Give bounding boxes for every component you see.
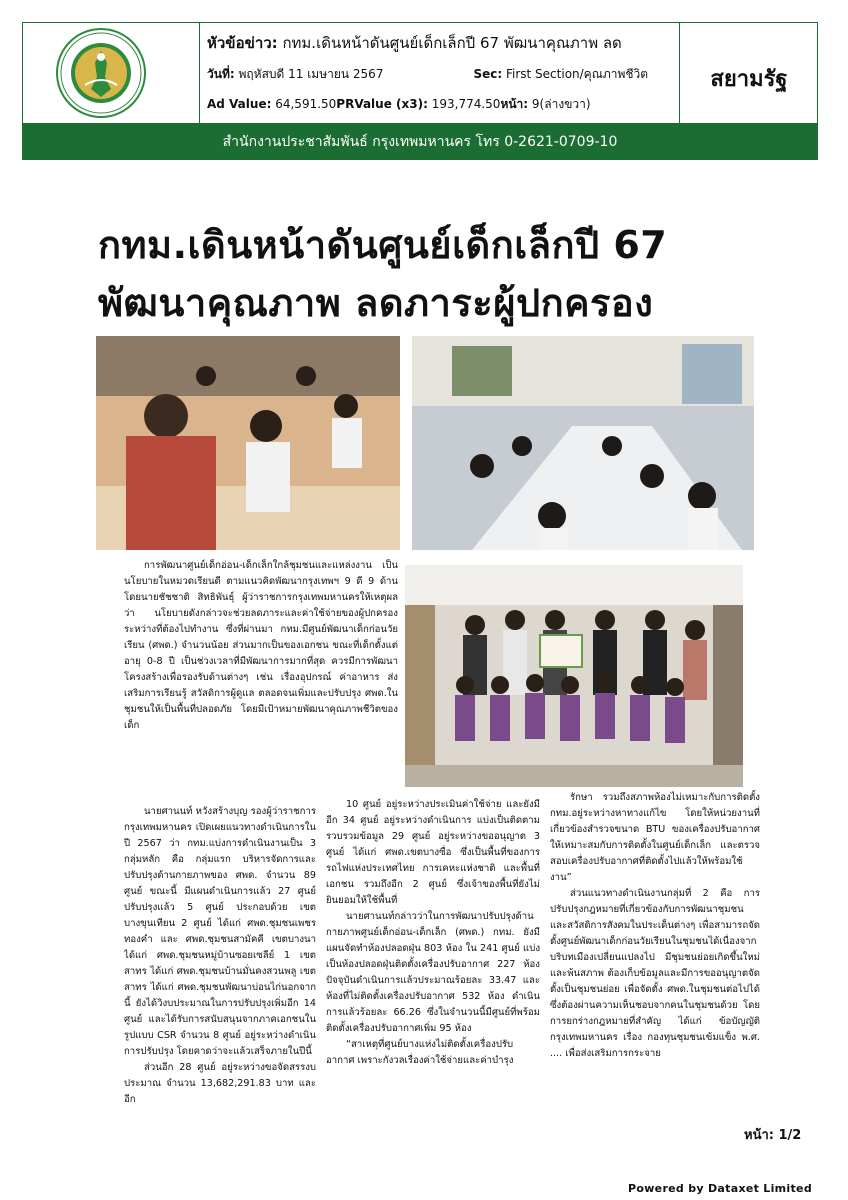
article-column-3 [550, 790, 760, 1168]
page-value: 9(ล่างขวา) [531, 97, 591, 111]
article-column-intro [124, 558, 398, 798]
page-label: หน้า: [500, 97, 529, 111]
date-label: วันที่: [207, 67, 235, 81]
pr-value: 193,774.50 [431, 97, 501, 111]
article-paragraph: “สาเหตุที่ศูนย์บางแห่งไม่ติดตั้งเครื่องปรับอากาศ เพราะกังวลเรื่องค่าใช้จ่ายและค่าบำรุง [326, 1039, 514, 1066]
photo-illustration-1 [96, 336, 400, 550]
date-value: พฤหัสบดี 11 เมษายน 2567 [238, 67, 384, 81]
article-headline-line-1: กทม.เดินหน้าดันศูนย์เด็กเล็กปี 67 [98, 223, 668, 267]
article-paragraph: 10 ศูนย์ อยู่ระหว่างประเมินค่าใช้จ่าย และยังมีอีก 34 ศูนย์ อยู่ระหว่างดำเนินการ แบ่งเป็นติดตามรวบรวมข้อมูล 29 ศูนย์ อยู่ระหว่างขออนุญาต 3 ศูนย์ ได้แก่ ศพด.เขตบางซื่อ ซึ่งเป็นพื้นที่ของการรถไฟแห่งประเทศไทย การเคหะแห่งชาติ และพื้นที่เอกชน รวมถึงอีก 2 ศูนย์ ซึ่งเจ้าของพื้นที่ยังไม่ยินยอมให้ใช้พื้นที่ [326, 799, 540, 906]
article-paragraph: การพัฒนาศูนย์เด็กอ่อน-เด็กเล็กใกล้ชุมชนและแหล่งงาน เป็นนโยบายในหมวดเรียนดี ตามแนวคิดพัฒนากรุงเทพฯ 9 ดี 9 ด้าน โดยนายชัชชาติ สิทธิพันธุ์ ผู้ว่าราชการกรุงเทพมหานครให้เหตุผลว่า นโยบายดังกล่าวจะช่วยลดภาระและค่าใช้จ่ายของผู้ปกครองระหว่างที่ต้องไปทำงาน ซึ่งที่ผ่านมา กทม.มีศูนย์พัฒนาเด็กก่อนวัยเรียน (ศพด.) จำนวนน้อย ส่วนมากเป็นของเอกชน ขณะที่เด็กตั้งแต่อายุ 0-8 ปี เป็นช่วงเวลาที่มีพัฒนาการมากที่สุด ควรมีการพัฒนาโครงสร้างเพื่อรองรับด้านต่างๆ เช่น เรื่องอุปกรณ์ ค่าอาหาร ส่งเสริมการเรียนรู้ สวัสดิการผู้ดูแล ตลอดจนเพิ่มและปรับปรุง ศพด.ในชุมชนให้เป็นพื้นที่ปลอดภัย โดยมีเป้าหมายพัฒนาคุณภาพชีวิตของเด็ก [124, 560, 398, 731]
photo-illustration-3 [405, 565, 743, 787]
photo-children-dining [412, 336, 754, 550]
publication-cell [679, 23, 818, 123]
photo-illustration-2 [412, 336, 754, 550]
date-row [207, 65, 677, 84]
title-label: หัวข้อข่าว: [207, 34, 278, 52]
section-value: First Section/คุณภาพชีวิต [505, 67, 649, 81]
ad-value-label: Ad Value: [207, 97, 272, 111]
headline-row [207, 31, 677, 55]
photo-group-ceremony [405, 565, 743, 787]
article-column-2 [326, 797, 540, 1167]
clipping-header [22, 22, 818, 124]
title-value: กทม.เดินหน้าดันศูนย์เด็กเล็กปี 67 พัฒนาคุณภาพ ลด [282, 34, 622, 52]
ad-value: 64,591.50 [275, 97, 337, 111]
photo-children-classroom [96, 336, 400, 550]
article-paragraph: ส่วนแนวทางดำเนินงานกลุ่มที่ 2 คือ การปรับปรุงกฎหมายที่เกี่ยวข้องกับการพัฒนาชุมชนและสวัสดิการสังคมในประเด็นต่างๆ เพื่อสามารถจัดตั้งศูนย์พัฒนาเด็กก่อนวัยเรียนในชุมชนได้เนื่องจากบริบทเมืองเปลี่ยนแปลงไป มีชุมชนย่อยเกิดขึ้นใหม่และพ้นสภาพ ต้องเก็บข้อมูลและมีการขออนุญาตจัดตั้งเป็นชุมชนย่อย เพื่อจัดตั้ง ศพด.ในชุมชนต่อไปได้ ซึ่งต้องผ่านความเห็นชอบจากคนในชุมชนด้วย โดยการยกร่างกฎหมายที่สำคัญ ได้แก่ ข้อบัญญัติกรุงเทพมหานคร เรื่อง กองทุนชุมชนเข้มแข็ง พ.ศ. .... เพื่อส่งเสริมการกระจาย [550, 888, 760, 1059]
article-paragraph: ส่วนอีก 28 ศูนย์ อยู่ระหว่างขอจัดสรรงบประมาณ จำนวน 13,682,291.83 บาท และอีก [124, 1062, 316, 1105]
publication-name: สยามรัฐ [710, 67, 788, 92]
article-paragraph: รักษา รวมถึงสภาพห้องไม่เหมาะกับการติดตั้ง กทม.อยู่ระหว่างหาทางแก้ไข โดยให้หน่วยงานที่เกี่ยวข้องสำรวจขนาด BTU ของเครื่องปรับอากาศให้เหมาะสมกับการติดตั้งในศูนย์เด็กเล็ก และตรวจสอบเครื่องปรับอากาศที่ติดตั้งไปแล้วให้พร้อมใช้งาน” [550, 792, 760, 883]
bangkok-seal-logo [55, 27, 147, 119]
powered-by-credit: Powered by Dataxet Limited [628, 1182, 812, 1195]
article-paragraph: นายศานนท์ หวังสร้างบุญ รองผู้ว่าราชการกรุงเทพมหานคร เปิดเผยแนวทางดำเนินการในปี 2567 ว่า กทม.แบ่งการดำเนินงานเป็น 3 กลุ่มหลัก คือ กลุ่มแรก บริหารจัดการและปรับปรุงด้านกายภาพของ ศพด. จำนวน 89 ศูนย์ ขณะนี้ มีแผนดำเนินการแล้ว 27 ศูนย์ ปรับปรุงแล้ว 5 ศูนย์ ประกอบด้วย เขตบางขุนเทียน 2 ศูนย์ ได้แก่ ศพด.ชุมชนเพชรทองคำ และ ศพด.ชุมชนสามัคคี เขตบางนา ได้แก่ ศพด.ชุมชนหมู่บ้านซอยเซลีย์ 1 เขตสาทร ได้แก่ ศพด.ชุมชนบ้านมั่นคงสวนพลู เขตสาทร ได้แก่ ศพด.ชุมชนพัฒนาบ่อนไก่นอกจากนี้ ยังได้วิงบประมาณในการปรับปรุงเพิ่มอีก 14 ศูนย์ และได้รับการสนับสนุนจากภาคเอกชนในรูปแบบ CSR จำนวน 8 ศูนย์ อยู่ระหว่างดำเนินการปรับปรุง โดยคาดว่าจะแล้วเสร็จภายในปีนี้ [124, 806, 316, 1057]
pr-value-label: PRValue (x3): [336, 97, 428, 111]
clipping-meta [199, 23, 679, 123]
page-indicator: หน้า: 1/2 [744, 1128, 802, 1143]
section-label: Sec: [473, 67, 503, 81]
article-paragraph: นายศานนท์กล่าวว่าในการพัฒนาปรับปรุงด้านกายภาพศูนย์เด็กอ่อน-เด็กเล็ก (ศพด.) กทม. ยังมีแผนจัดทำห้องปลอดฝุ่น 803 ห้อง ใน 241 ศูนย์ แบ่งเป็นห้องปลอดฝุ่นติดตั้งเครื่องปรับอากาศ 227 ห้อง ปัจจุบันดำเนินการแล้วประมาณร้อยละ 33.47 และห้องที่ไม่ติดตั้งเครื่องปรับอากาศ 532 ห้อง ดำเนินการแล้วร้อยละ 66.26 ซึ่งในจำนวนนี้มีศูนย์ที่พร้อมติดตั้งเครื่องปรับอากาศเพิ่ม 95 ห้อง [326, 911, 540, 1034]
logo-cell [23, 23, 200, 123]
value-row [207, 95, 677, 114]
pr-office-banner: สำนักงานประชาสัมพันธ์ กรุงเทพมหานคร โทร 0-2621-0709-10 [22, 124, 818, 160]
article-column-1 [124, 804, 316, 1164]
article-headline-line-2: พัฒนาคุณภาพ ลดภาระผู้ปกครอง [98, 281, 654, 325]
